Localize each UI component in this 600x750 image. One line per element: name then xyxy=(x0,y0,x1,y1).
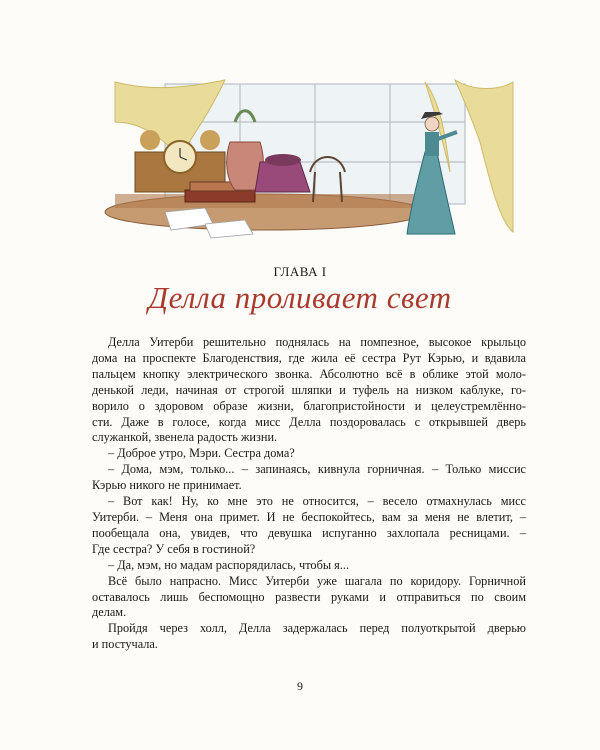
chapter-body xyxy=(92,335,526,653)
text-line: пообещала она, увидев, что девушка испуганно захлопала ресницами. – xyxy=(92,525,526,540)
text-line: делам. xyxy=(92,605,127,620)
page-number: 9 xyxy=(297,679,303,693)
paragraph xyxy=(92,558,526,574)
text-line: пальцем кнопку электрического звонка. Абсолютно всё в облике этой моло- xyxy=(92,366,526,381)
text-line: – Доброе утро, Мэри. Сестра дома? xyxy=(108,446,295,461)
text-line: ворило о здоровом образе жизни, благопристойности и целеустремлённо- xyxy=(92,398,526,413)
paragraph xyxy=(92,462,526,494)
text-line: Делла Уитерби решительно поднялась на помпезное, высокое крыльцо xyxy=(108,335,526,349)
text-line: и постучала. xyxy=(92,637,158,652)
text-line: оставалось лишь беспомощно развести руками и отправиться по своим xyxy=(92,589,526,604)
paragraph xyxy=(92,621,526,653)
chapter-title: Делла проливает свет xyxy=(148,280,452,315)
text-line: дома на проспекте Благоденствия, где жила её сестра Рут Кэрью, и вдавила xyxy=(92,350,526,365)
text-line: – Да, мэм, но мадам распорядилась, чтобы я... xyxy=(108,557,350,572)
text-line: Всё было напрасно. Мисс Уитерби уже шагала по коридору. Горничной xyxy=(108,573,526,588)
paragraph xyxy=(92,446,526,462)
text-line: Уитерби. – Меня она примет. И не беспокойтесь, вам за меня не влетит, – xyxy=(92,509,526,524)
paragraph xyxy=(92,494,526,558)
text-line: Кэрью никого не принимает. xyxy=(92,478,242,493)
text-line: сти. Даже в голосе, когда мисс Делла поздоровалась с открывшей дверь xyxy=(92,414,526,429)
table-icon xyxy=(105,194,425,230)
text-line: – Дома, мэм, только... – запинаясь, кивнула горничная. – Только миссис xyxy=(108,462,526,477)
text-line: денькой леди, начиная от строгой шляпки и туфель на низком каблуке, го- xyxy=(92,382,526,397)
text-line: Где сестра? У себя в гостиной? xyxy=(92,541,256,556)
text-line: Пройдя через холл, Делла задержалась перед полуоткрытой дверью xyxy=(108,621,526,636)
paragraph xyxy=(92,574,526,622)
paragraph xyxy=(92,335,526,446)
chapter-label: ГЛАВА I xyxy=(273,264,327,279)
text-line: – Вот как! Ну, ко мне это не относится, – весело отмахнулась мисс xyxy=(108,494,526,509)
text-line: служанкой, звенела радость жизни. xyxy=(92,430,278,445)
chapter-illustration xyxy=(95,62,515,252)
